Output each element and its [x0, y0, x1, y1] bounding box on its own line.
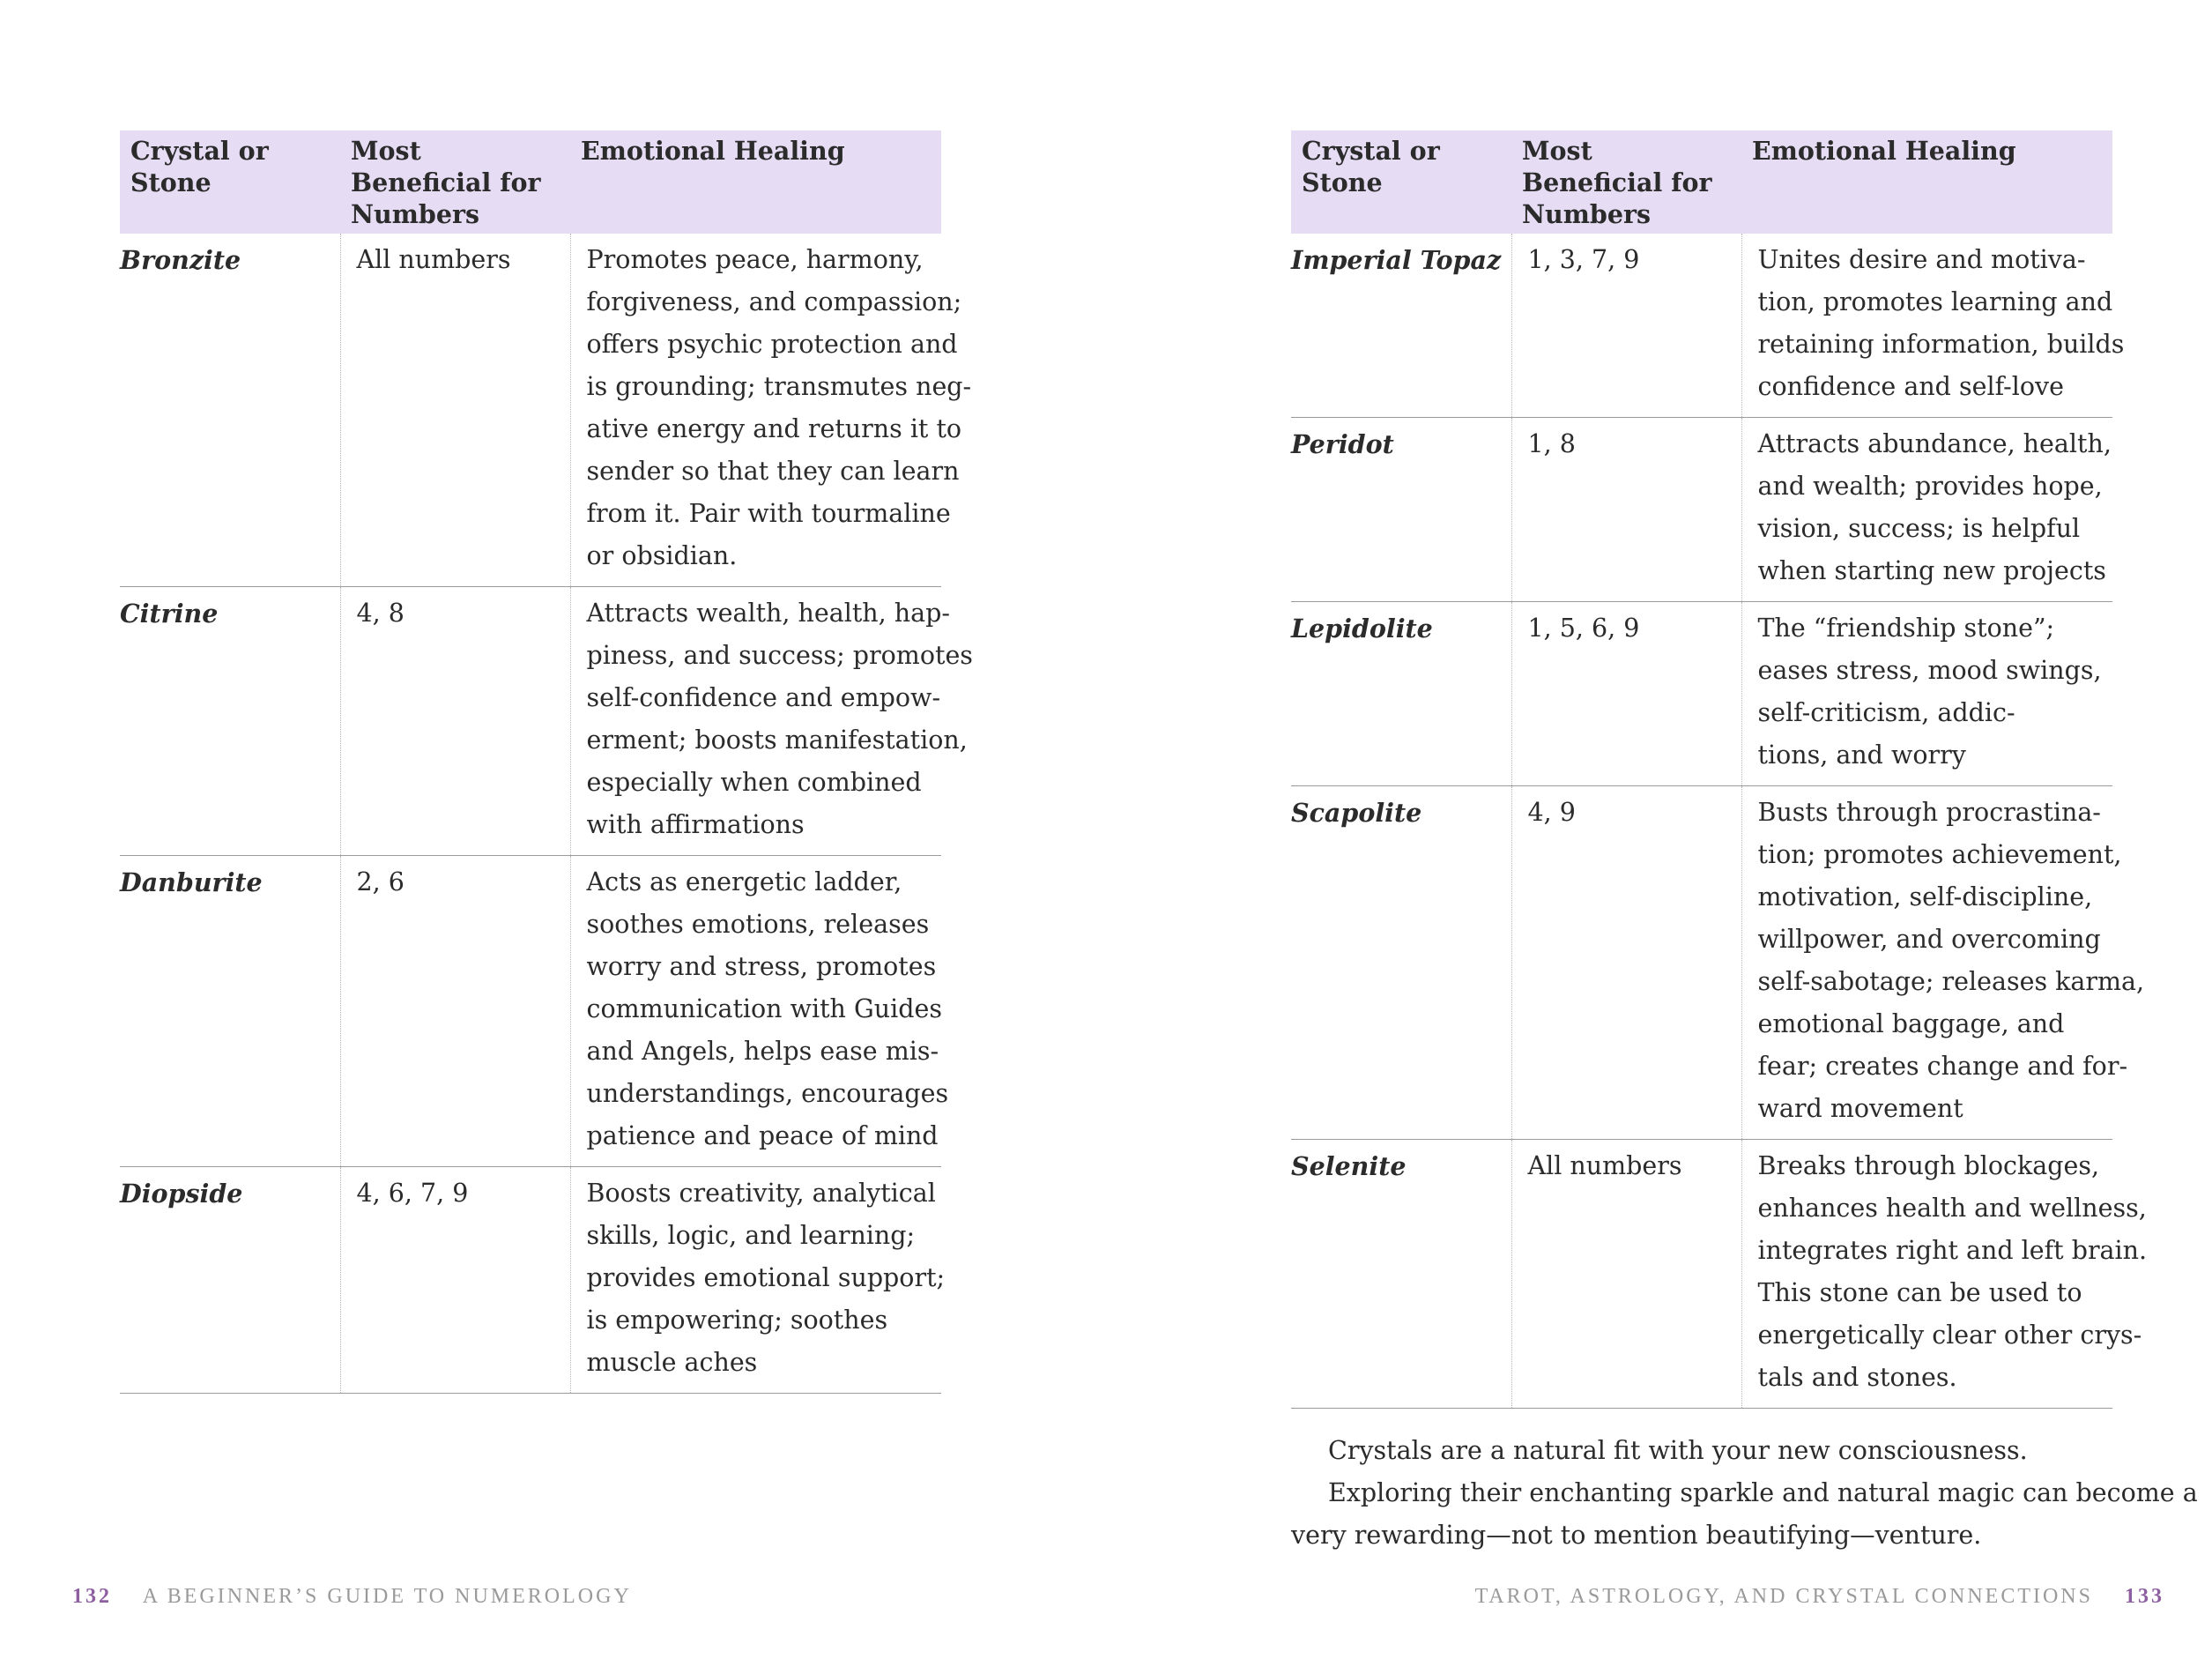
healing-line: integrates right and left brain.	[1757, 1236, 2148, 1265]
page-number-left: 132	[72, 1585, 112, 1608]
footer-right	[1475, 1585, 2164, 1609]
healing-line: self-confidence and empow-	[586, 683, 941, 712]
healing-line: provides emotional support;	[586, 1263, 946, 1292]
emotional-healing	[570, 587, 973, 856]
closing-line: very rewarding—not to mention beautifying—venture.	[1291, 1521, 1982, 1550]
emotional-healing	[570, 856, 949, 1167]
healing-line: piness, and success; promotes	[586, 641, 973, 670]
emotional-healing	[1741, 234, 2125, 418]
table-header-row	[1291, 130, 2112, 234]
healing-line: or obsidian.	[586, 541, 738, 570]
healing-line: This stone can be used to	[1757, 1278, 2082, 1307]
crystal-name: Danburite	[120, 856, 340, 1167]
table-row	[120, 587, 941, 856]
healing-line: with affirmations	[586, 810, 805, 839]
healing-line: vision, success; is helpful	[1757, 514, 2081, 543]
healing-line: eases stress, mood swings,	[1757, 656, 2102, 685]
beneficial-numbers: 4, 8	[340, 587, 570, 856]
healing-line: forgiveness, and compassion;	[586, 287, 962, 316]
crystal-name: Imperial Topaz	[1291, 234, 1511, 418]
table-row	[1291, 418, 2112, 602]
healing-line: is empowering; soothes	[586, 1306, 888, 1335]
closing-paragraph	[1291, 1430, 2198, 1557]
healing-line: tals and stones.	[1757, 1363, 1957, 1392]
healing-line: Boosts creativity, analytical	[586, 1179, 936, 1208]
crystal-name: Lepidolite	[1291, 602, 1511, 786]
healing-line: Promotes peace, harmony,	[586, 245, 924, 274]
right-page	[1106, 0, 2212, 1659]
table-row	[120, 234, 941, 587]
beneficial-numbers: 4, 9	[1511, 786, 1741, 1140]
healing-line: and wealth; provides hope,	[1757, 472, 2103, 501]
healing-line: skills, logic, and learning;	[586, 1221, 916, 1250]
healing-line: Acts as energetic ladder,	[586, 867, 902, 896]
beneficial-numbers: 1, 5, 6, 9	[1511, 602, 1741, 786]
healing-line: offers psychic protection and	[586, 330, 958, 359]
beneficial-numbers: All numbers	[340, 234, 570, 587]
emotional-healing	[570, 1167, 946, 1394]
healing-line: Unites desire and motiva-	[1757, 245, 2086, 274]
emotional-healing	[1741, 1140, 2148, 1409]
crystal-name: Scapolite	[1291, 786, 1511, 1140]
closing-line: Exploring their enchanting sparkle and natural magic can become a	[1328, 1478, 2198, 1507]
healing-line: ward movement	[1757, 1094, 1963, 1123]
table-row	[1291, 234, 2112, 418]
healing-line: self-sabotage; releases karma,	[1757, 967, 2145, 996]
healing-line: tion; promotes achievement,	[1757, 840, 2122, 869]
header-crystal: Crystal or Stone	[120, 130, 340, 234]
healing-line: willpower, and overcoming	[1757, 925, 2101, 954]
healing-line: soothes emotions, releases	[586, 910, 930, 939]
page-number-right: 133	[2125, 1585, 2164, 1608]
emotional-healing	[1741, 786, 2145, 1140]
healing-line: from it. Pair with tourmaline	[586, 499, 951, 528]
header-numbers: Most Beneficial for Numbers	[340, 130, 570, 234]
table-body-right	[1291, 234, 2148, 1409]
healing-line: sender so that they can learn	[586, 457, 960, 486]
table-body-left	[120, 234, 973, 1394]
header-healing: Emotional Healing	[570, 130, 941, 234]
beneficial-numbers: 1, 3, 7, 9	[1511, 234, 1741, 418]
header-crystal: Crystal or Stone	[1291, 130, 1511, 234]
healing-line: fear; creates change and for-	[1757, 1052, 2128, 1081]
healing-line: self-criticism, addic-	[1757, 698, 2015, 727]
crystal-table-right	[1291, 130, 2148, 1409]
healing-line: muscle aches	[586, 1348, 758, 1377]
healing-line: Attracts abundance, health,	[1757, 429, 2112, 458]
table-row	[1291, 786, 2112, 1140]
emotional-healing	[1741, 418, 2112, 602]
healing-line: and Angels, helps ease mis-	[586, 1037, 939, 1066]
healing-line: when starting new projects	[1757, 556, 2106, 585]
beneficial-numbers: 1, 8	[1511, 418, 1741, 602]
table-header-row	[120, 130, 941, 234]
crystal-name: Bronzite	[120, 234, 340, 587]
healing-line: communication with Guides	[586, 994, 942, 1023]
header-healing: Emotional Healing	[1741, 130, 2112, 234]
beneficial-numbers: All numbers	[1511, 1140, 1741, 1409]
header-numbers: Most Beneficial for Numbers	[1511, 130, 1741, 234]
healing-line: erment; boosts manifestation,	[586, 725, 968, 755]
healing-line: enhances health and wellness,	[1757, 1194, 2147, 1223]
beneficial-numbers: 2, 6	[340, 856, 570, 1167]
healing-line: ative energy and returns it to	[586, 414, 962, 443]
healing-line: patience and peace of mind	[586, 1121, 939, 1150]
running-title-left: A BEGINNER’S GUIDE TO NUMEROLOGY	[142, 1585, 632, 1608]
healing-line: understandings, encourages	[586, 1079, 949, 1108]
healing-line: especially when combined	[586, 768, 922, 797]
table-row	[120, 856, 941, 1167]
table-row	[1291, 602, 2112, 786]
healing-line: Busts through procrastina-	[1757, 798, 2101, 827]
healing-line: confidence and self-love	[1757, 372, 2064, 401]
healing-line: Attracts wealth, health, hap-	[586, 599, 950, 628]
healing-line: retaining information, builds	[1757, 330, 2125, 359]
table-row	[1291, 1140, 2112, 1409]
healing-line: is grounding; transmutes neg-	[586, 372, 972, 401]
healing-line: tions, and worry	[1757, 740, 1966, 770]
table-row	[120, 1167, 941, 1394]
crystal-name: Citrine	[120, 587, 340, 856]
healing-line: The “friendship stone”;	[1757, 614, 2055, 643]
footer-left	[72, 1585, 632, 1609]
crystal-name: Diopside	[120, 1167, 340, 1394]
beneficial-numbers: 4, 6, 7, 9	[340, 1167, 570, 1394]
crystal-table-left	[120, 130, 973, 1394]
crystal-name: Peridot	[1291, 418, 1511, 602]
healing-line: worry and stress, promotes	[586, 952, 937, 981]
healing-line: energetically clear other crys-	[1757, 1321, 2142, 1350]
running-title-right: TAROT, ASTROLOGY, AND CRYSTAL CONNECTIONS	[1474, 1585, 2093, 1608]
healing-line: tion, promotes learning and	[1757, 287, 2113, 316]
healing-line: emotional baggage, and	[1757, 1009, 2065, 1038]
healing-line: motivation, self-discipline,	[1757, 882, 2093, 911]
crystal-name: Selenite	[1291, 1140, 1511, 1409]
emotional-healing	[1741, 602, 2112, 786]
emotional-healing	[570, 234, 972, 587]
closing-line: Crystals are a natural fit with your new consciousness.	[1328, 1436, 2028, 1465]
healing-line: Breaks through blockages,	[1757, 1151, 2100, 1180]
